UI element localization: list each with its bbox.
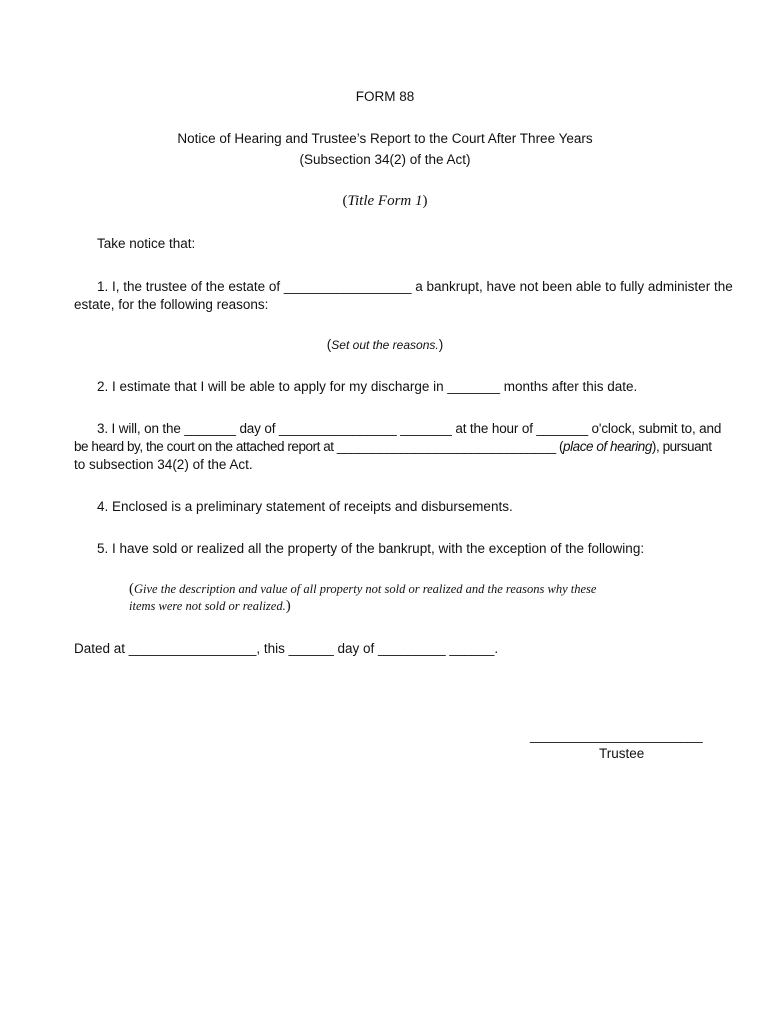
paren-open: ( [326,337,332,352]
give-line-1-text: Give the description and value of all property not sold or realized and the reasons why these [134,582,597,596]
form-title: Notice of Hearing and Trustee’s Report to the Court After Three Years [177,131,593,146]
item-3 [74,420,722,474]
reasons-text: Set out the reasons. [331,338,439,352]
item-1-line-2: estate, for the following reasons: [74,297,269,312]
take-notice: Take notice that: [97,236,196,251]
item-3-line-2-end: ), pursuant [651,439,712,454]
form-subtitle: (Subsection 34(2) of the Act) [299,152,471,167]
item-5: 5. I have sold or realized all the property of the bankrupt, with the exception of the following: [97,541,645,556]
give-line-2-text: items were not sold or realized. [129,599,286,613]
paren-close: ) [438,337,444,352]
place-of-hearing: place of hearing [563,439,652,454]
item-2: 2. I estimate that I will be able to apply for my discharge in _______ months after this date. [97,379,638,394]
item-3-line-2-text: be heard by, the court on the attached report at _______________________________ ( [74,439,564,454]
item-4: 4. Enclosed is a preliminary statement of receipts and disbursements. [97,499,513,514]
paren-open: ( [342,193,348,209]
dated-line: Dated at _________________, this ______ day of _________ ______. [74,641,499,656]
paren-open: ( [129,581,134,597]
item-3-line-2 [74,438,712,456]
title-form-text: Title Form 1 [347,193,423,209]
item-1 [74,278,733,314]
reasons-note [0,337,770,352]
give-description-note [129,581,596,615]
paren-close: ) [285,598,291,614]
item-3-line-1: 3. I will, on the _______ day of ________________ _______ at the hour of _______ o'clock, submit to, and [97,421,722,436]
give-line-2 [129,598,596,615]
item-3-line-3: to subsection 34(2) of the Act. [74,457,253,472]
signature-label: Trustee [599,746,645,761]
form-number: FORM 88 [355,89,415,104]
signature-line: _______________________ [530,728,703,743]
item-1-line-1: 1. I, the trustee of the estate of _________________ a bankrupt, have not been able to fully administer the [97,279,733,294]
title-form-note [0,193,770,210]
give-line-1 [129,581,596,598]
paren-close: ) [422,193,428,209]
